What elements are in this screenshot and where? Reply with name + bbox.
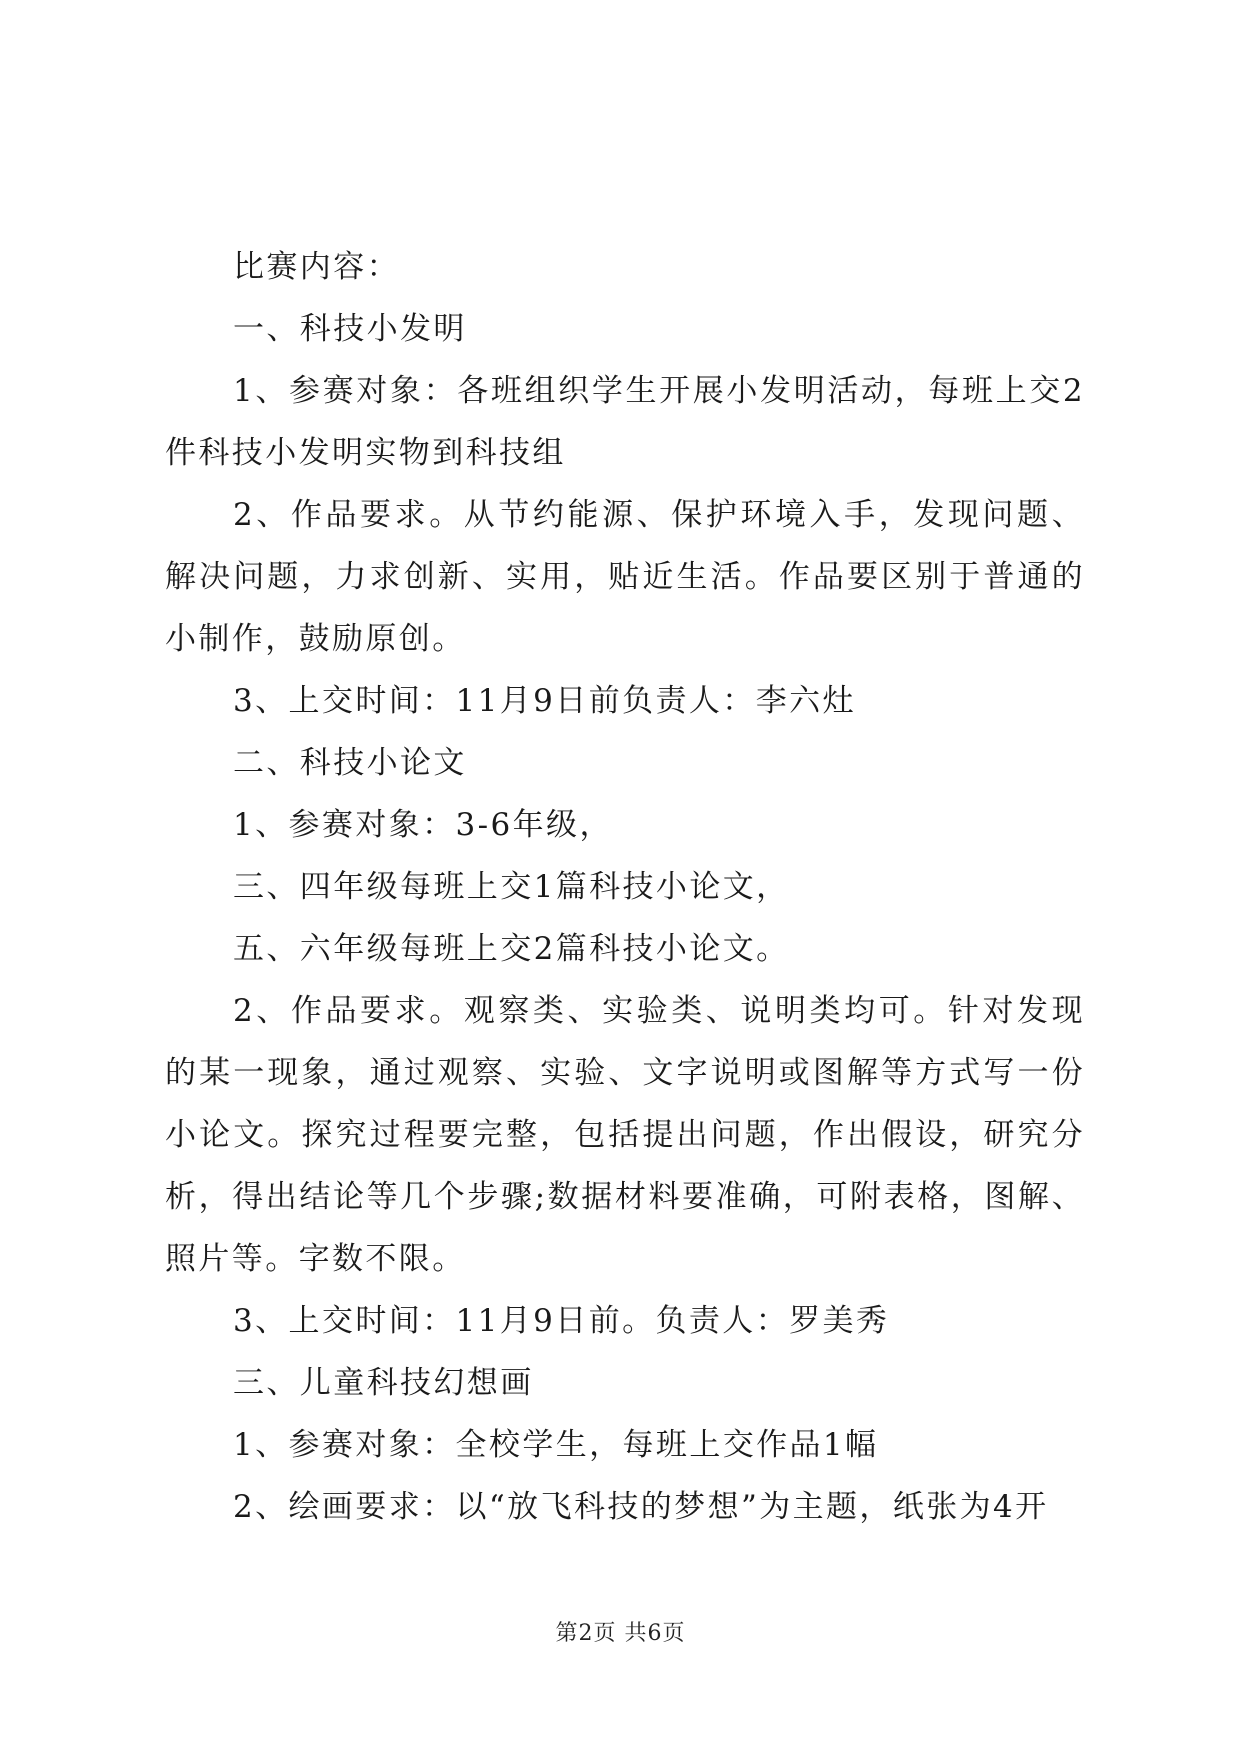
paragraph: 2、作品要求。观察类、实验类、说明类均可。针对发现的某一现象，通过观察、实验、文字说明或图解等方式写一份小论文。探究过程要完整，包括提出问题，作出假设，研究分析，得出结论等几个步骤;数据材料要准确，可附表格，图解、照片等。字数不限。: [165, 993, 1085, 1277]
paragraph: 1、参赛对象：3-6年级，: [233, 807, 613, 843]
document-body: [165, 236, 1085, 1538]
paragraph: 1、参赛对象：各班组织学生开展小发明活动，每班上交2件科技小发明实物到科技组: [165, 373, 1085, 471]
paragraph: 2、绘画要求：以“放飞科技的梦想”为主题，纸张为4开: [233, 1489, 1049, 1525]
paragraph: 三、四年级每班上交1篇科技小论文，: [233, 869, 790, 905]
paragraph: 1、参赛对象：全校学生，每班上交作品1幅: [233, 1427, 879, 1463]
paragraph: 2、作品要求。从节约能源、保护环境入手，发现问题、解决问题，力求创新、实用，贴近生活。作品要区别于普通的小制作，鼓励原创。: [165, 497, 1085, 657]
subsection-heading: 一、科技小发明: [233, 311, 467, 347]
subsection-heading: 二、科技小论文: [233, 745, 467, 781]
page-footer: [0, 1616, 1241, 1647]
section-heading: 比赛内容：: [233, 249, 400, 285]
paragraph: 3、上交时间：11月9日前。负责人：罗美秀: [233, 1303, 890, 1339]
paragraph: 3、上交时间：11月9日前负责人：李六灶: [233, 683, 856, 719]
paragraph: 五、六年级每班上交2篇科技小论文。: [233, 931, 790, 967]
page-number: 第2页 共6页: [555, 1621, 686, 1646]
subsection-heading: 三、儿童科技幻想画: [233, 1365, 534, 1401]
